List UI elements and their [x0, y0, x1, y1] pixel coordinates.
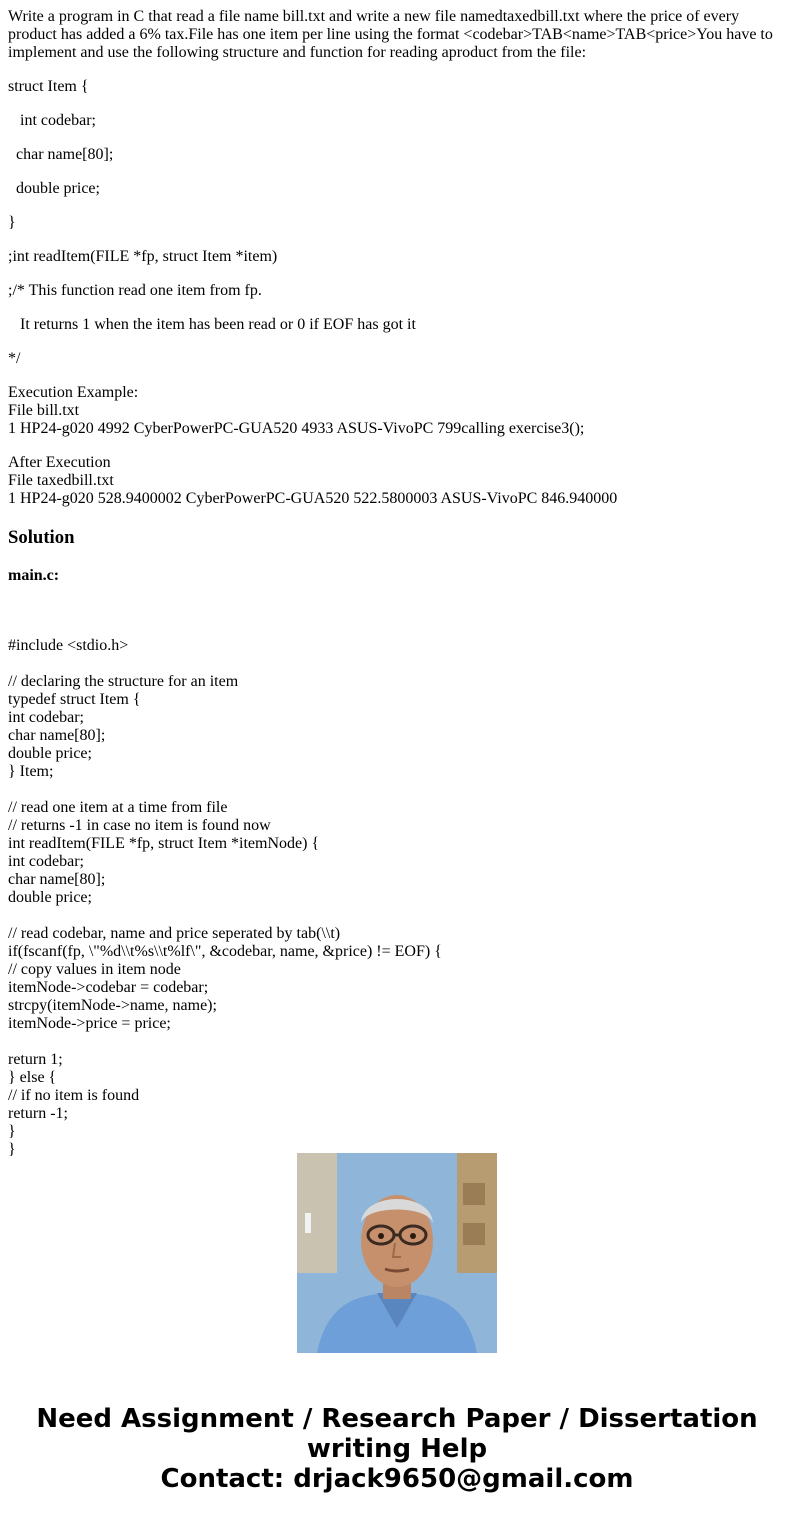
banner-line-2: writing Help [306, 1434, 488, 1464]
code-line: // read codebar, name and price seperated by tab(\\t) [8, 925, 341, 942]
code-line: itemNode->price = price; [8, 1015, 171, 1032]
code-line: // copy values in item node [8, 961, 181, 978]
struct-field-price [8, 180, 786, 198]
code-line: double price; [8, 889, 92, 906]
banner-line-1: Need Assignment / Research Paper / Dissertation [36, 1404, 758, 1434]
author-avatar [297, 1153, 497, 1353]
code-line: return -1; [8, 1105, 68, 1122]
comment-body-line [8, 316, 786, 334]
code-line: int readItem(FILE *fp, struct Item *itemNode) { [8, 835, 320, 852]
taxed-file-content: 1 HP24-g020 528.9400002 CyberPowerPC-GUA520 522.5800003 ASUS-VivoPC 846.940000 [8, 490, 618, 507]
code-line: itemNode->codebar = codebar; [8, 979, 209, 996]
code-line: // declaring the structure for an item [8, 673, 239, 690]
struct-field-price-text: double price; [16, 180, 100, 197]
code-listing [8, 619, 786, 1158]
bill-file-content: 1 HP24-g020 4992 CyberPowerPC-GUA520 4933 ASUS-VivoPC 799calling exercise3(); [8, 420, 585, 437]
struct-open-line: struct Item { [8, 78, 89, 95]
struct-close-line: } [8, 214, 16, 231]
struct-field-codebar [8, 112, 786, 130]
author-portrait-image [297, 1153, 497, 1353]
bill-file-label: File bill.txt [8, 402, 80, 419]
code-line [8, 1033, 786, 1051]
code-line: // read one item at a time from file [8, 799, 228, 816]
after-execution [8, 454, 786, 508]
code-line: } [8, 1141, 16, 1158]
code-line: } [8, 1123, 16, 1140]
code-line: // returns -1 in case no item is found now [8, 817, 271, 834]
code-line: // if no item is found [8, 1087, 140, 1104]
comment-body-text: It returns 1 when the item has been read or 0 if EOF has got it [20, 316, 416, 333]
solution-heading: Solution [8, 527, 75, 548]
taxed-file-label: File taxedbill.txt [8, 472, 114, 489]
code-line: typedef struct Item { [8, 691, 141, 708]
struct-field-name [8, 146, 786, 164]
execution-example [8, 384, 786, 438]
code-line [8, 619, 786, 637]
question-intro: Write a program in C that read a file name bill.txt and write a new file namedtaxedbill.txt where the price of every product has added a 6% tax.File has one item per line using the format <codebar>TAB<name>TAB<price>You have to implement and use the following structure and function for reading aproduct from the file: [8, 8, 773, 61]
comment-close-line: */ [8, 350, 21, 367]
code-line [8, 907, 786, 925]
execution-example-label: Execution Example: [8, 384, 139, 401]
code-line: #include <stdio.h> [8, 637, 129, 654]
struct-field-name-text: char name[80]; [16, 146, 114, 163]
after-execution-label: After Execution [8, 454, 111, 471]
contact-banner [0, 1404, 794, 1494]
comment-open-line: ;/* This function read one item from fp. [8, 282, 262, 299]
code-line: } Item; [8, 763, 54, 780]
code-line: double price; [8, 745, 92, 762]
code-line: if(fscanf(fp, \"%d\\t%s\\t%lf\", &codebar, name, &price) != EOF) { [8, 943, 442, 960]
code-line [8, 655, 786, 673]
code-line: int codebar; [8, 709, 84, 726]
question-section [8, 8, 786, 508]
source-file-label: main.c: [8, 567, 60, 584]
code-line: int codebar; [8, 853, 84, 870]
code-line [8, 781, 786, 799]
code-line: strcpy(itemNode->name, name); [8, 997, 217, 1014]
code-line: } else { [8, 1069, 57, 1086]
code-line: return 1; [8, 1051, 63, 1068]
function-declaration: ;int readItem(FILE *fp, struct Item *item) [8, 248, 278, 265]
code-line: char name[80]; [8, 871, 106, 888]
code-line: char name[80]; [8, 727, 106, 744]
struct-field-codebar-text: int codebar; [20, 112, 96, 129]
banner-contact-line: Contact: drjack9650@gmail.com [160, 1464, 634, 1494]
